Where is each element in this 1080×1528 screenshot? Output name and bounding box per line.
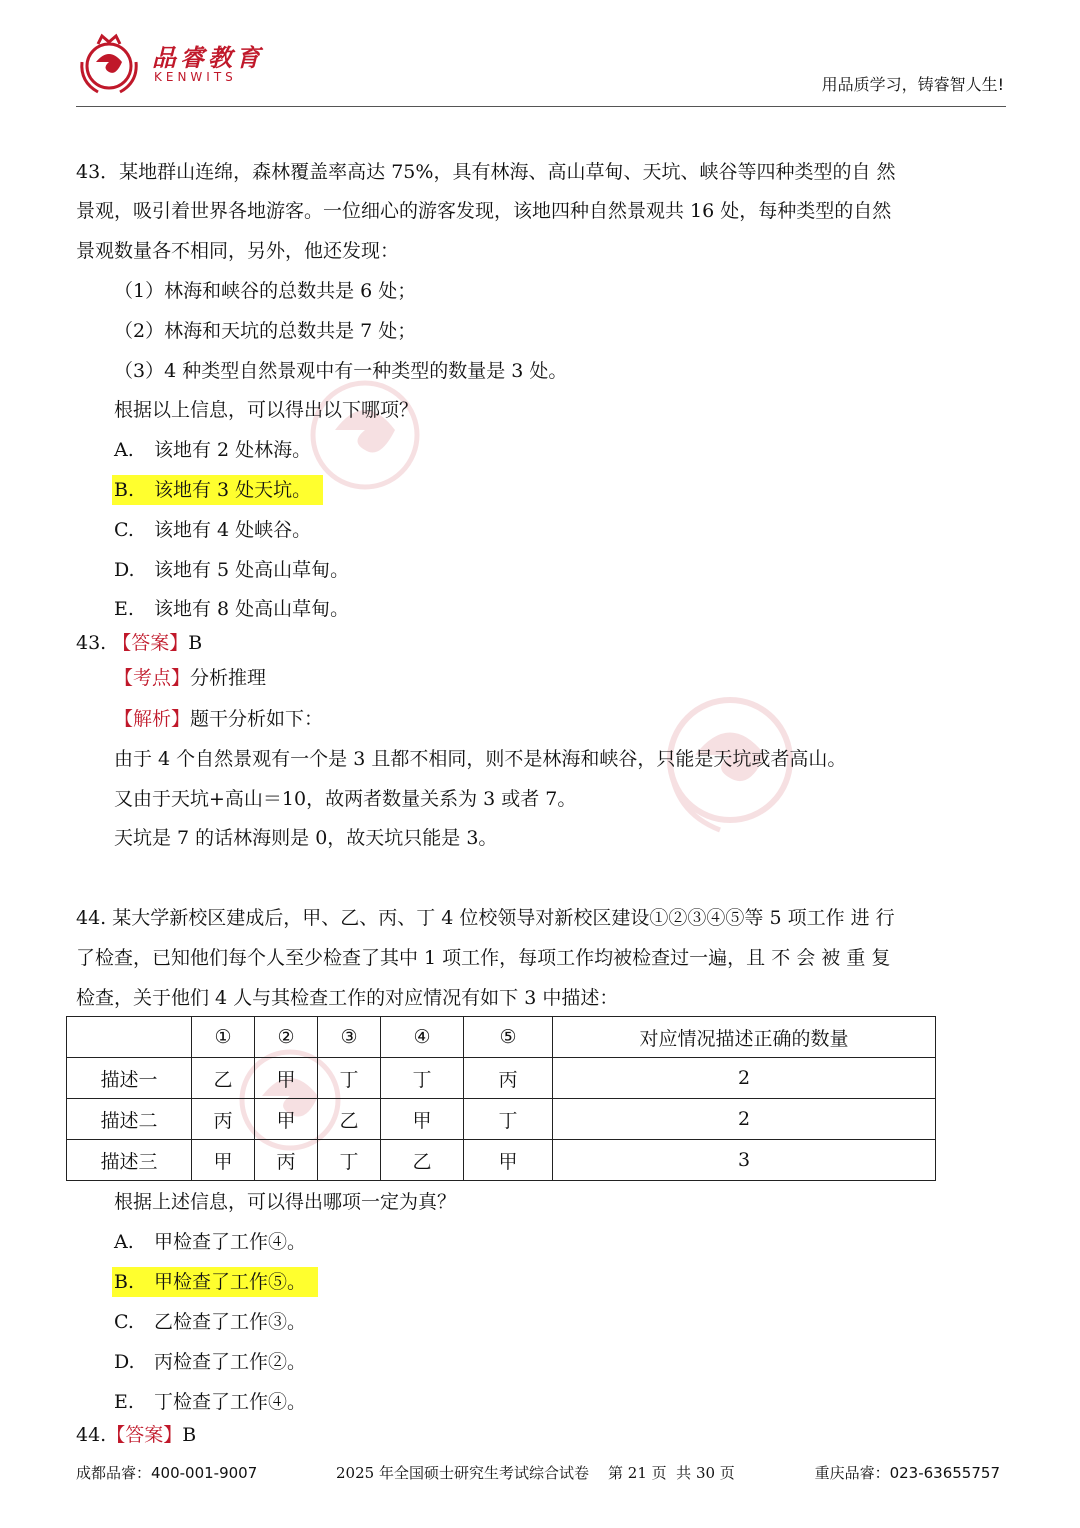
table-header-row	[67, 1017, 936, 1058]
q43-jiexi	[114, 699, 1044, 739]
jiexi-tag: 【解析】	[114, 708, 191, 730]
q43-kaodian	[114, 658, 1044, 698]
option-text: 该地有 2 处林海。	[154, 439, 312, 461]
option-letter: B.	[114, 479, 135, 501]
option-letter: E.	[114, 1391, 134, 1413]
answer-number: 44.	[76, 1424, 107, 1446]
q44-option-c	[114, 1302, 1044, 1342]
option-text: 乙检查了工作③。	[154, 1311, 307, 1333]
kaodian-tag: 【考点】	[114, 667, 191, 689]
footer-chengdu-contact: 成都品睿：400-001-9007	[76, 1464, 258, 1482]
q44-stem-line-2: 了检查，已知他们每个人至少检查了其中 1 项工作，每项工作均被检查过一遍，且 不 会 被 重 复	[76, 947, 891, 969]
footer-page-info: 2025 年全国硕士研究生考试综合试卷 第 21 页 共 30 页	[336, 1464, 735, 1482]
option-letter: C.	[114, 519, 134, 541]
table-cell: 丙	[464, 1058, 553, 1099]
kenwits-logo-icon	[76, 32, 142, 96]
option-letter: A.	[114, 1231, 134, 1253]
option-text: 丙检查了工作②。	[154, 1351, 307, 1373]
header-divider	[76, 106, 1006, 107]
q44-stem-line-3: 检查，关于他们 4 人与其检查工作的对应情况有如下 3 中描述：	[76, 987, 619, 1009]
table-cell: 丁	[381, 1058, 464, 1099]
option-text: 该地有 3 处天坑。	[154, 479, 312, 501]
table-cell: 甲	[255, 1058, 318, 1099]
option-letter: A.	[114, 439, 134, 461]
option-letter: B.	[114, 1271, 135, 1293]
page-header	[76, 24, 1006, 108]
table-cell: 甲	[192, 1140, 255, 1181]
q44-option-d	[114, 1342, 1044, 1382]
table-header-cell: ①	[192, 1017, 255, 1058]
table-header-cell	[67, 1017, 192, 1058]
header-slogan: 用品质学习，铸睿智人生!	[821, 75, 1004, 94]
option-letter: E.	[114, 598, 134, 620]
option-text: 该地有 8 处高山草甸。	[154, 598, 350, 620]
option-letter: D.	[114, 559, 135, 581]
q43-stem-line-3: 景观数量各不相同，另外，他还发现：	[76, 240, 400, 262]
table-cell: 描述二	[67, 1099, 192, 1140]
q43-question: 根据以上信息，可以得出以下哪项？	[114, 399, 419, 421]
table-cell: 丁	[318, 1140, 381, 1181]
answer-value: B	[182, 1424, 197, 1446]
footer-chongqing-contact: 重庆品睿：023-63655757	[814, 1464, 1000, 1482]
option-text: 丁检查了工作④。	[154, 1391, 307, 1413]
option-letter: C.	[114, 1311, 134, 1333]
table-cell: 乙	[192, 1058, 255, 1099]
option-letter: D.	[114, 1351, 135, 1373]
highlighted-option	[112, 1267, 318, 1297]
option-text: 该地有 5 处高山草甸。	[154, 559, 350, 581]
option-text: 该地有 4 处峡谷。	[154, 519, 312, 541]
answer-tag: 【答案】	[106, 1424, 183, 1446]
table-header-cell: 对应情况描述正确的数量	[553, 1017, 936, 1058]
option-text: 甲检查了工作④。	[154, 1231, 307, 1253]
table-cell: 3	[553, 1140, 936, 1181]
brand-name-cn: 品睿教育	[152, 43, 264, 72]
q44-option-b	[114, 1262, 1044, 1302]
table-cell: 丙	[255, 1140, 318, 1181]
answer-number: 43.	[76, 632, 107, 654]
table-cell: 丙	[192, 1099, 255, 1140]
q44-option-a	[114, 1222, 1044, 1262]
q43-analysis-line-3: 天坑是 7 的话林海则是 0，故天坑只能是 3。	[114, 827, 498, 849]
q43-stem-line-1: 43．某地群山连绵，森林覆盖率高达 75%，具有林海、高山草甸、天坑、峡谷等四种类型的自 然	[76, 161, 896, 183]
q43-option-b	[114, 470, 1044, 510]
brand-name-en: KENWITS	[154, 70, 237, 84]
q43-condition-3: （3）4 种类型自然景观中有一种类型的数量是 3 处。	[114, 360, 568, 382]
q43-condition-1: （1）林海和峡谷的总数共是 6 处；	[114, 280, 417, 302]
q44-question: 根据上述信息，可以得出哪项一定为真？	[114, 1191, 457, 1213]
table-cell: 描述三	[67, 1140, 192, 1181]
table-header-cell: ④	[381, 1017, 464, 1058]
table-header-cell: ③	[318, 1017, 381, 1058]
kaodian-text: 分析推理	[190, 667, 267, 689]
table-row	[67, 1058, 936, 1099]
q44-stem-line-1: 44. 某大学新校区建成后，甲、乙、丙、丁 4 位校领导对新校区建设①②③④⑤等 5 项工作 进 行	[76, 907, 895, 929]
q43-option-c	[114, 510, 1044, 550]
highlighted-option	[112, 475, 323, 505]
q43-analysis-line-1: 由于 4 个自然景观有一个是 3 且都不相同，则不是林海和峡谷，只能是天坑或者高山。	[114, 748, 847, 770]
table-header-cell: ⑤	[464, 1017, 553, 1058]
table-row	[67, 1140, 936, 1181]
table-cell: 甲	[381, 1099, 464, 1140]
table-cell: 2	[553, 1099, 936, 1140]
answer-value: B	[188, 632, 203, 654]
table-cell: 2	[553, 1058, 936, 1099]
q44-description-table	[66, 1016, 936, 1181]
q43-stem-line-2: 景观，吸引着世界各地游客。一位细心的游客发现，该地四种自然景观共 16 处，每种类型的自然	[76, 200, 892, 222]
q44-answer	[76, 1415, 1006, 1455]
q43-condition-2: （2）林海和天坑的总数共是 7 处；	[114, 320, 417, 342]
table-row	[67, 1099, 936, 1140]
table-cell: 描述一	[67, 1058, 192, 1099]
table-cell: 甲	[464, 1140, 553, 1181]
table-cell: 甲	[255, 1099, 318, 1140]
table-cell: 乙	[318, 1099, 381, 1140]
q43-answer	[76, 623, 1006, 663]
answer-tag: 【答案】	[112, 632, 189, 654]
option-text: 甲检查了工作⑤。	[154, 1271, 307, 1293]
q43-option-a	[114, 430, 1044, 470]
q43-analysis-line-2: 又由于天坑+高山＝10，故两者数量关系为 3 或者 7。	[114, 788, 577, 810]
table-cell: 乙	[381, 1140, 464, 1181]
q43-option-d	[114, 550, 1044, 590]
table-cell: 丁	[464, 1099, 553, 1140]
table-cell: 丁	[318, 1058, 381, 1099]
jiexi-text: 题干分析如下：	[190, 708, 324, 730]
table-header-cell: ②	[255, 1017, 318, 1058]
